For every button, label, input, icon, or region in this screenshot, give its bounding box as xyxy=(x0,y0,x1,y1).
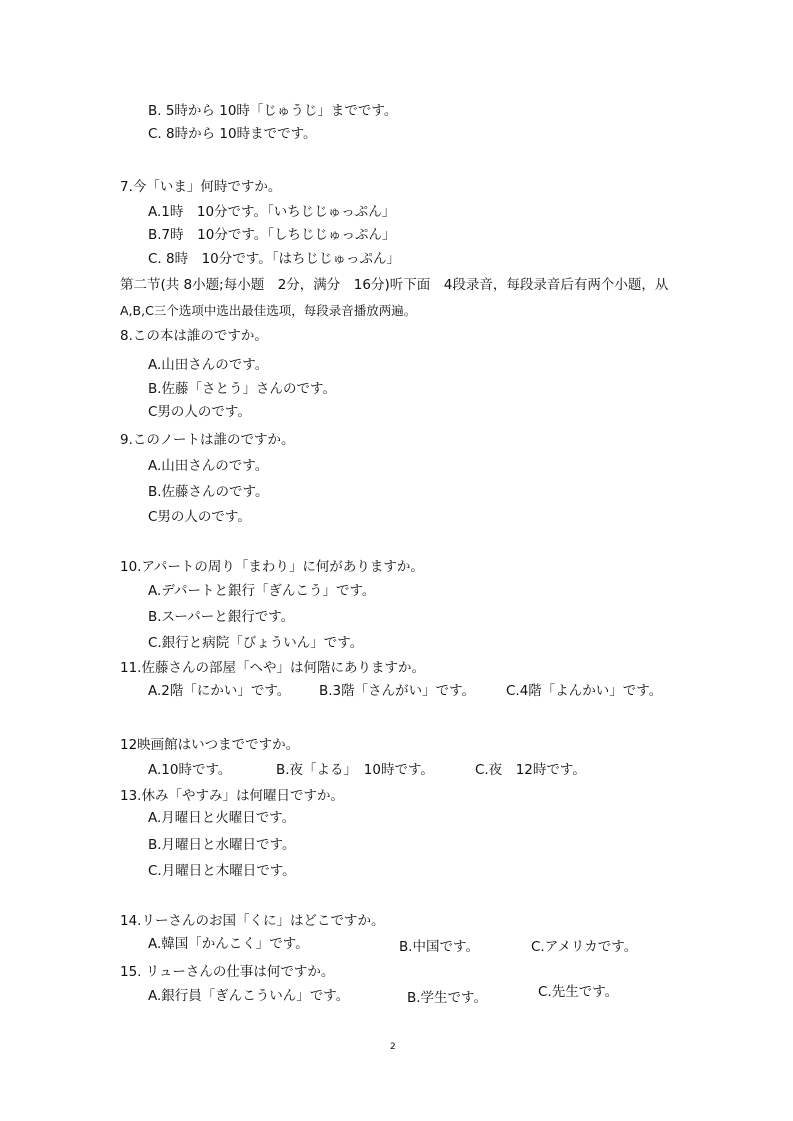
page-number: 2 xyxy=(390,1042,396,1052)
q15-option-a: A.銀行員「ぎんこういん」です。 xyxy=(148,988,350,1004)
q7-option-a: A.1時 10分です。「いちじじゅっぷん」 xyxy=(148,204,396,220)
q12-option-c: C.夜 12時です。 xyxy=(475,762,586,778)
q9-option-a: A.山田さんのです。 xyxy=(148,458,269,474)
q9-option-c: C男の人のです。 xyxy=(148,509,251,525)
q12-question: 12映画館はいつまでですか。 xyxy=(120,737,300,753)
q14-option-c: C.アメリカです。 xyxy=(531,939,638,955)
q7-option-b: B.7時 10分です。「しちじじゅっぷん」 xyxy=(148,227,396,243)
q10-question: 10.アパートの周り「まわり」に何がありますか。 xyxy=(120,559,424,575)
q8-option-c: C男の人のです。 xyxy=(148,404,251,420)
q8-option-a: A.山田さんのです。 xyxy=(148,357,269,373)
q13-option-b: B.月曜日と水曜日です。 xyxy=(148,837,296,853)
q15-question: 15. リューさんの仕事は何ですか。 xyxy=(120,964,335,980)
q8-question: 8.この本は誰のですか。 xyxy=(120,328,268,344)
q6-option-b: B. 5時から 10時「じゅうじ」までです。 xyxy=(148,103,398,119)
q9-option-b: B.佐藤さんのです。 xyxy=(148,484,269,500)
q14-option-a: A.韓国「かんこく」です。 xyxy=(148,936,309,952)
q11-question: 11.佐藤さんの部屋「へや」は何階にありますか。 xyxy=(120,660,425,676)
q13-option-a: A.月曜日と火曜日です。 xyxy=(148,810,296,826)
section2-instructions-line2: A,B,C三个选项中选出最佳选项，每段录音播放两遍。 xyxy=(120,303,417,318)
q13-option-c: C.月曜日と木曜日です。 xyxy=(148,863,296,879)
q15-option-c: C.先生です。 xyxy=(538,984,619,1000)
q7-question: 7.今「いま」何時ですか。 xyxy=(120,179,282,195)
q8-option-b: B.佐藤「さとう」さんのです。 xyxy=(148,381,336,397)
q14-option-b: B.中国です。 xyxy=(399,939,479,955)
q10-option-c: C.銀行と病院「びょういん」です。 xyxy=(148,635,364,651)
q9-question: 9.このノートは誰のですか。 xyxy=(120,432,295,448)
q11-option-a: A.2階「にかい」です。 xyxy=(148,683,291,699)
q15-option-b: B.学生です。 xyxy=(407,990,487,1006)
q12-option-b: B.夜「よる」 10時です。 xyxy=(276,762,434,778)
q13-question: 13.休み「やすみ」は何曜日ですか。 xyxy=(120,788,344,804)
q10-option-b: B.スーパーと銀行です。 xyxy=(148,609,295,625)
q12-option-a: A.10時です。 xyxy=(148,762,232,778)
q10-option-a: A.デパートと銀行「ぎんこう」です。 xyxy=(148,583,376,599)
q11-option-c: C.4階「よんかい」です。 xyxy=(506,683,663,699)
q11-option-b: B.3階「さんがい」です。 xyxy=(319,683,476,699)
q6-option-c: C. 8時から 10時までです。 xyxy=(148,126,317,142)
q7-option-c: C. 8時 10分です。「はちじじゅっぷん」 xyxy=(148,251,400,267)
q14-question: 14.リーさんのお国「くに」はどこですか。 xyxy=(120,913,385,929)
section2-instructions-line1: 第二节(共 8小题;每小题 2分，满分 16分)听下面 4段录音，每段录音后有两个小题，从 xyxy=(120,277,669,293)
